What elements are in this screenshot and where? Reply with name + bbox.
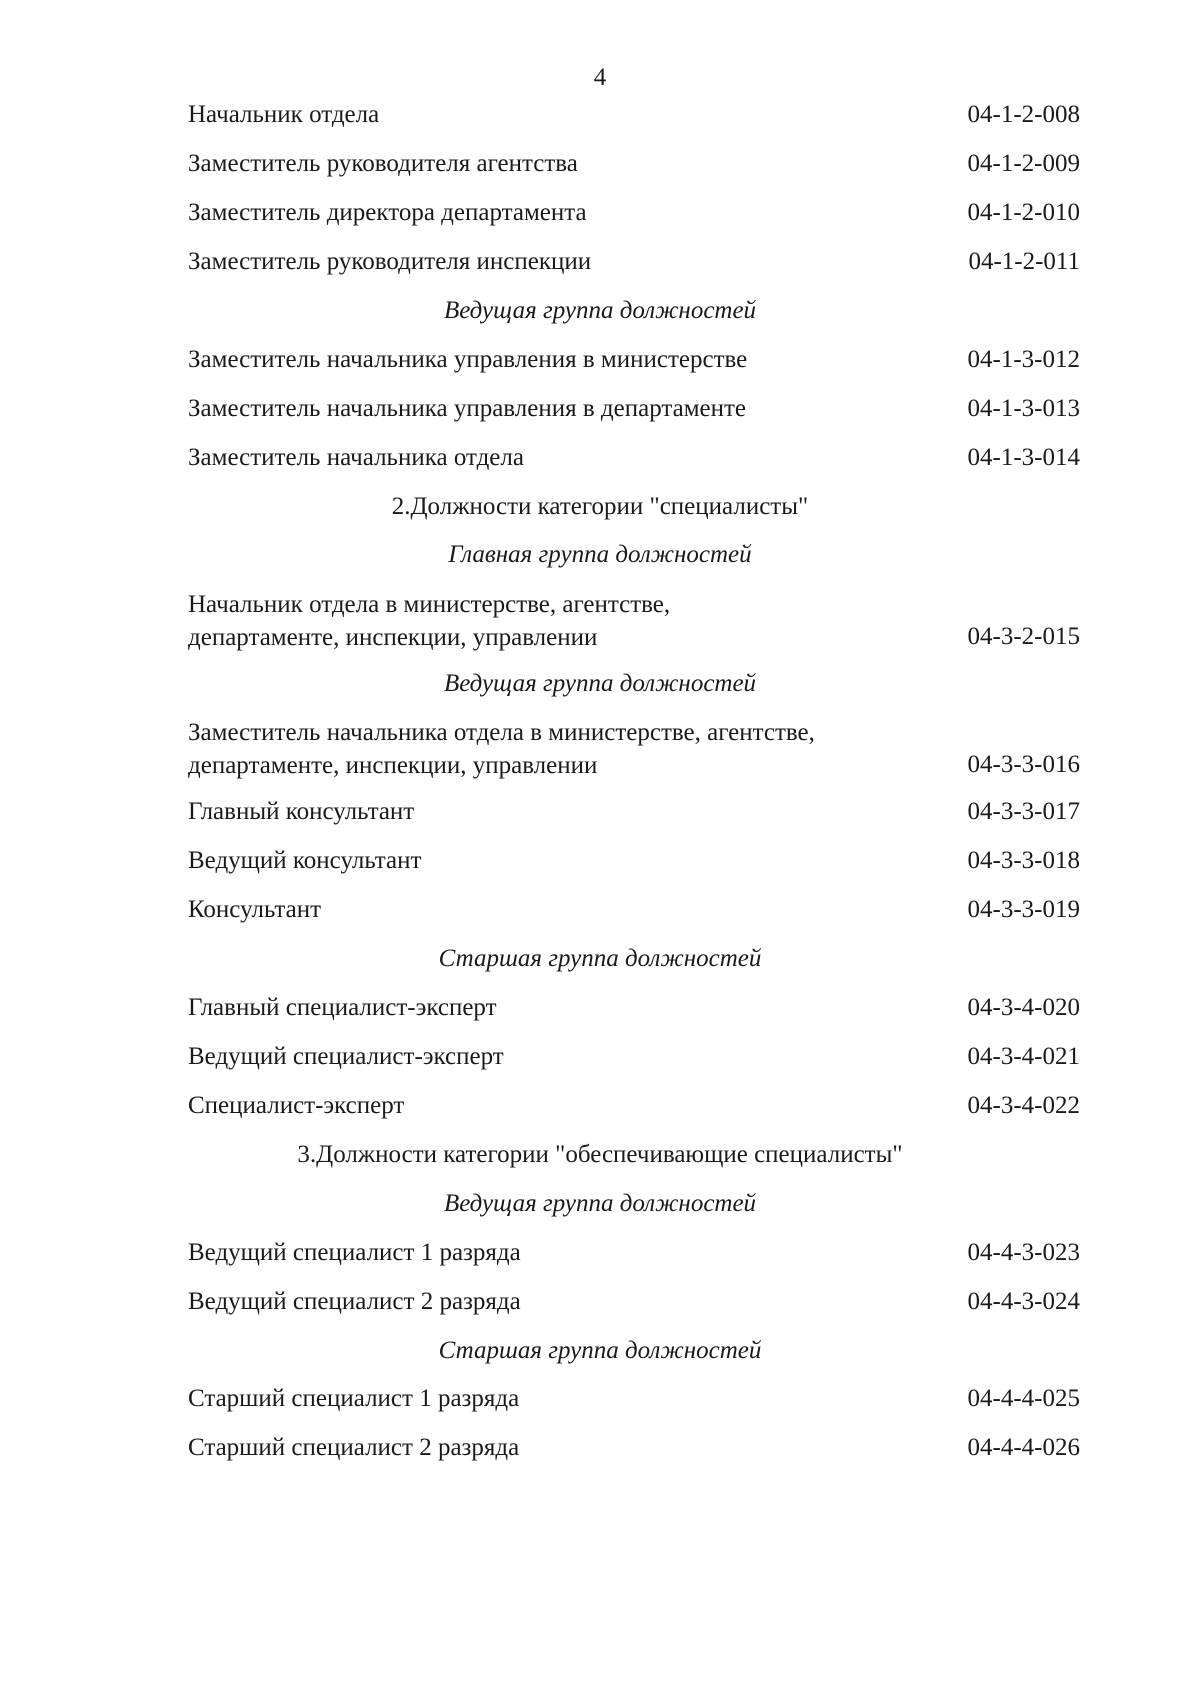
- position-row: [188, 1287, 1080, 1317]
- position-row: [188, 1042, 1080, 1072]
- group-heading: Ведущая группа должностей: [443, 297, 757, 324]
- position-code: 04-4-3-023: [967, 1239, 1080, 1266]
- position-row: [188, 797, 1080, 827]
- position-code: 04-1-2-008: [967, 101, 1080, 128]
- group-heading: Ведущая группа должностей: [443, 670, 757, 697]
- position-row: [188, 1433, 1080, 1463]
- position-title: Главный специалист-эксперт: [188, 994, 497, 1021]
- position-code: 04-3-3-016: [967, 751, 1080, 778]
- position-code: 04-3-4-021: [967, 1043, 1080, 1070]
- position-title: Главный консультант: [188, 798, 415, 825]
- position-code: 04-3-4-022: [967, 1092, 1080, 1119]
- position-title: Старший специалист 1 разряда: [188, 1385, 520, 1412]
- position-title: [188, 588, 670, 654]
- position-code: 04-1-3-012: [967, 346, 1080, 373]
- position-code: 04-4-3-024: [967, 1288, 1080, 1315]
- position-title: Ведущий специалист 1 разряда: [188, 1239, 521, 1266]
- position-row: [188, 100, 1080, 130]
- position-row: [188, 247, 1080, 277]
- position-row: [188, 1384, 1080, 1414]
- position-row: [188, 846, 1080, 876]
- position-code: 04-1-3-013: [967, 395, 1080, 422]
- position-code: 04-3-2-015: [967, 623, 1080, 650]
- position-title: Заместитель начальника управления в департаменте: [188, 395, 747, 422]
- position-title: Ведущий консультант: [188, 847, 422, 874]
- position-code: 04-3-3-017: [967, 798, 1080, 825]
- position-title: Консультант: [188, 896, 322, 923]
- position-title: Старший специалист 2 разряда: [188, 1434, 520, 1461]
- page-number: 4: [593, 64, 607, 91]
- category-heading: 3.Должности категории "обеспечивающие специалисты": [297, 1141, 903, 1168]
- position-row: [188, 198, 1080, 228]
- position-row: [188, 1091, 1080, 1121]
- position-title: Ведущий специалист 2 разряда: [188, 1288, 521, 1315]
- position-code: 04-1-2-010: [967, 199, 1080, 226]
- position-title: Заместитель руководителя инспекции: [188, 248, 592, 275]
- position-title: Специалист-эксперт: [188, 1092, 405, 1119]
- position-title-line: департаменте, инспекции, управлении: [188, 624, 598, 651]
- position-code: 04-3-3-018: [967, 847, 1080, 874]
- position-title: Заместитель начальника отдела: [188, 444, 524, 471]
- position-code: 04-1-3-014: [967, 444, 1080, 471]
- group-heading: Ведущая группа должностей: [443, 1190, 757, 1217]
- position-title: Начальник отдела: [188, 101, 380, 128]
- position-row: [188, 345, 1080, 375]
- position-code: 04-3-4-020: [967, 994, 1080, 1021]
- group-heading: Главная группа должностей: [448, 541, 752, 568]
- position-title: Заместитель директора департамента: [188, 199, 587, 226]
- position-row: [188, 1238, 1080, 1268]
- position-row: [188, 149, 1080, 179]
- position-row: [188, 716, 1080, 780]
- position-row: [188, 993, 1080, 1023]
- position-code: 04-1-2-011: [968, 248, 1080, 275]
- position-code: 04-4-4-026: [967, 1434, 1080, 1461]
- position-title: Заместитель руководителя агентства: [188, 150, 578, 177]
- position-row: [188, 394, 1080, 424]
- group-heading: Старшая группа должностей: [438, 1337, 762, 1364]
- position-row: [188, 588, 1080, 652]
- position-code: 04-3-3-019: [967, 896, 1080, 923]
- category-heading: 2.Должности категории "специалисты": [391, 493, 809, 520]
- position-title: [188, 716, 815, 782]
- position-title: Ведущий специалист-эксперт: [188, 1043, 504, 1070]
- position-code: 04-1-2-009: [967, 150, 1080, 177]
- position-title-line: Начальник отдела в министерстве, агентстве,: [188, 591, 671, 618]
- group-heading: Старшая группа должностей: [438, 945, 762, 972]
- position-title-line: Заместитель начальника отдела в министерстве, агентстве,: [188, 719, 815, 746]
- position-row: [188, 443, 1080, 473]
- position-title-line: департаменте, инспекции, управлении: [188, 752, 598, 779]
- position-code: 04-4-4-025: [967, 1385, 1080, 1412]
- position-row: [188, 895, 1080, 925]
- position-title: Заместитель начальника управления в министерстве: [188, 346, 748, 373]
